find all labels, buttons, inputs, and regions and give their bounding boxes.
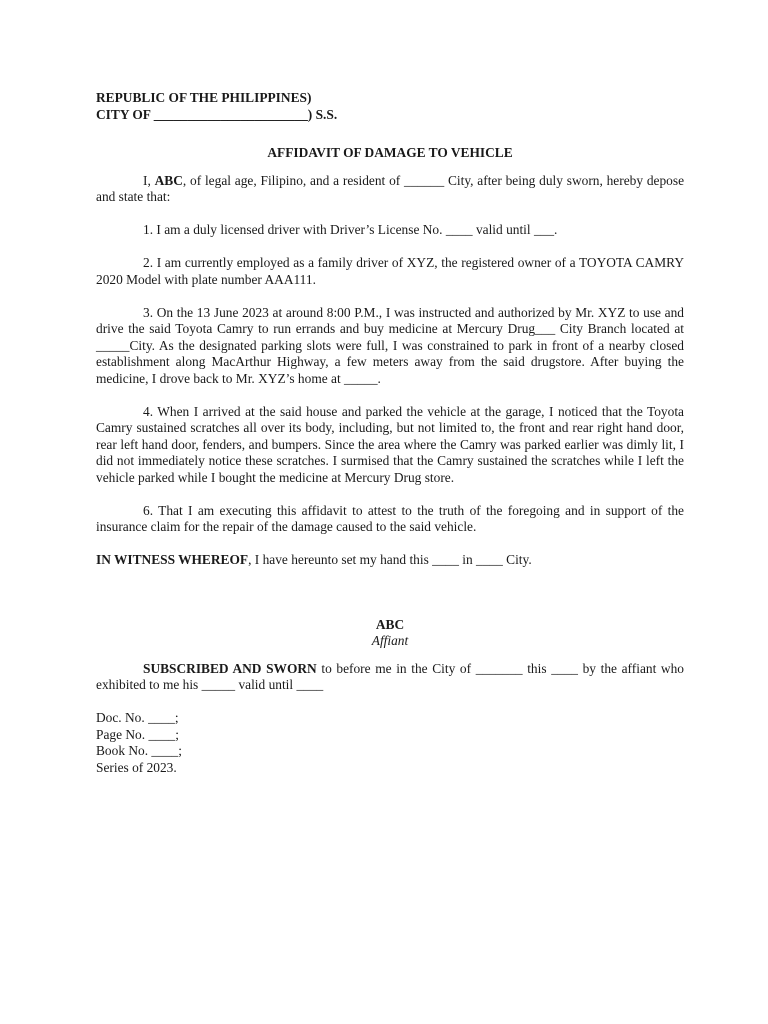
venue-republic-line: REPUBLIC OF THE PHILIPPINES) <box>96 90 312 105</box>
intro-pre: I, <box>143 172 155 188</box>
signature-block <box>96 617 684 650</box>
affidavit-document <box>96 90 684 776</box>
subscribed-bold: SUBSCRIBED AND SWORN <box>143 660 317 676</box>
paragraph-1: 1. I am a duly licensed driver with Driver’s License No. ____ valid until ___. <box>143 222 558 237</box>
series-year: Series of 2023. <box>96 759 177 775</box>
book-no: Book No. ____; <box>96 743 182 758</box>
doc-no: Doc. No. ____; <box>96 710 179 725</box>
intro-post: , of legal age, Filipino, and a resident of ______ City, after being duly sworn, hereby depose and state that: <box>96 172 685 204</box>
witness-bold: IN WITNESS WHEREOF <box>96 552 249 567</box>
witness-rest: , I have hereunto set my hand this ____ in ____ City. <box>248 552 532 567</box>
witness-clause <box>96 552 684 569</box>
paragraph-2: 2. I am currently employed as a family driver of XYZ, the registered owner of a TOYOTA CAMRY 2020 Model with plate number AAA111. <box>96 255 684 287</box>
affiant-name: ABC <box>154 172 183 188</box>
paragraph-6: 6. That I am executing this affidavit to attest to the truth of the foregoing and in support of the insurance claim for the repair of the damage caused to the said vehicle. <box>96 502 684 534</box>
signature-role: Affiant <box>371 633 409 648</box>
signature-name: ABC <box>375 616 405 632</box>
paragraph-4: 4. When I arrived at the said house and parked the vehicle at the garage, I noticed that the Toyota Camry sustained scratches all over its body, including, but not limited to, the front and rear right hand door, rear left hand door, fenders, and bumpers. Since the area where the Camry was parked earlier was dimly lit, I did not immediately notice these scratches. I surmised that the Camry sustained the scratches while I left the vehicle parked while I bought the medicine at Mercury Drug store. <box>96 403 684 485</box>
venue-city-line: CITY OF _______________________) S.S. <box>96 106 338 122</box>
intro-paragraph <box>96 173 684 206</box>
notarial-register <box>96 710 684 776</box>
subscribed-rest: to before me in the City of _______ this ____ by the affiant who exhibited to me his _____ valid until ____ <box>96 660 684 692</box>
paragraph-3: 3. On the 13 June 2023 at around 8:00 P.M., I was instructed and authorized by Mr. XYZ to use and drive the said Toyota Camry to run errands and buy medicine at Mercury Drug___ City Branch located at _____City. As the designated parking slots were full, I was constrained to park in front of a nearby closed establishment along MacArthur Highway, a few meters away from the said drugstore. After buying the medicine, I drove back to Mr. XYZ’s home at _____. <box>96 304 684 386</box>
subscribed-clause <box>96 661 684 694</box>
page-no: Page No. ____; <box>96 726 179 742</box>
document-title: AFFIDAVIT OF DAMAGE TO VEHICLE <box>267 145 513 160</box>
